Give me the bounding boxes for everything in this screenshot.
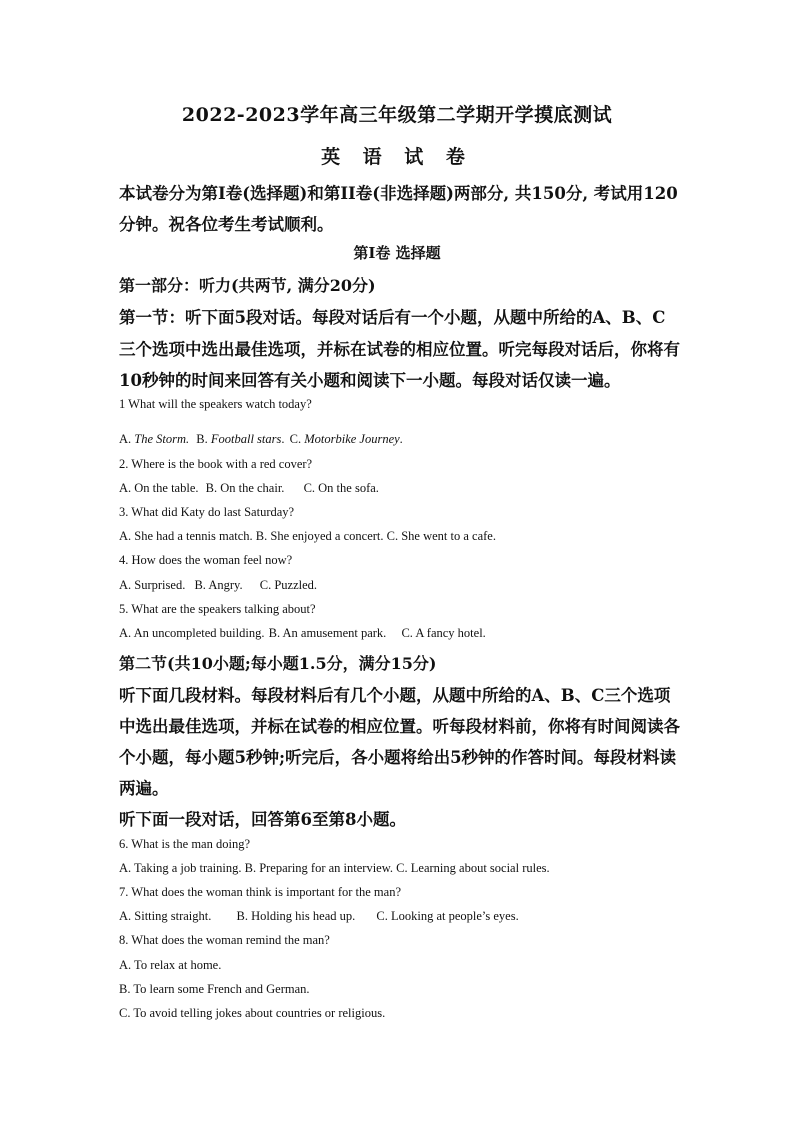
sec2-line-3: 个小题，每小题5秒钟;听完后，各小题将给出5秒钟的作答时间。每段材料读: [119, 748, 677, 767]
q1-option-c: Motorbike Journey: [304, 432, 400, 446]
q5-option-a: A. An uncompleted building.: [119, 626, 265, 640]
q4-option-c: C. Puzzled.: [259, 578, 318, 592]
exam-title: 2022-2023学年高三年级第二学期开学摸底测试: [181, 104, 613, 126]
q7-options: [119, 909, 519, 924]
q2-options: [119, 481, 379, 496]
sec1-line-1: 第一节：听下面5段对话。每段对话后有一个小题，从题中所给的A、B、C: [119, 308, 666, 327]
q5-option-b: B. An amusement park.: [268, 626, 387, 640]
q4-options: [119, 578, 317, 593]
q4-option-b: B. Angry.: [194, 578, 243, 592]
q1-options: A. The Storm. B. Football stars. C. Motorbike Journey.: [119, 432, 403, 446]
sec2-line-2: 中选出最佳选项，并标在试卷的相应位置。听每段材料前，你将有时间阅读各: [119, 717, 680, 736]
sec2-line-4: 两遍。: [119, 779, 169, 798]
q1-option-b-letter: B.: [196, 432, 211, 446]
q1-option-a-letter: A.: [119, 432, 135, 446]
q7-stem: 7. What does the woman think is important for the man?: [119, 885, 402, 899]
q5-stem: 5. What are the speakers talking about?: [119, 602, 316, 616]
q3-stem: 3. What did Katy do last Saturday?: [119, 505, 295, 519]
section-title: 第I卷 选择题: [353, 244, 441, 262]
q8-option-c: C. To avoid telling jokes about countries or religious.: [119, 1006, 386, 1020]
q7-option-c: C. Looking at people’s eyes.: [376, 909, 519, 923]
sec2-line-1: 听下面几段材料。每段材料后有几个小题，从题中所给的A、B、C三个选项: [119, 686, 671, 705]
sec1-line-2: 三个选项中选出最佳选项，并标在试卷的相应位置。听完每段对话后，你将有: [119, 340, 680, 359]
q2-stem: 2. Where is the book with a red cover?: [119, 457, 313, 471]
q6-stem: 6. What is the man doing?: [119, 837, 250, 851]
q1-stem: 1 What will the speakers watch today?: [119, 397, 312, 411]
q1-option-c-letter: C.: [289, 432, 305, 446]
q8-stem: 8. What does the woman remind the man?: [119, 933, 330, 947]
sec2-heading: 第二节(共10小题;每小题1.5分，满分15分): [119, 654, 437, 673]
sec2-instruction: 听下面一段对话，回答第6至第8小题。: [119, 810, 406, 829]
q8-option-b: B. To learn some French and German.: [119, 982, 310, 996]
intro-line-2: 分钟。祝各位考生考试顺利。: [119, 215, 334, 234]
q3-options: A. She had a tennis match. B. She enjoyed a concert. C. She went to a cafe.: [119, 529, 496, 543]
q7-option-b: B. Holding his head up.: [236, 909, 356, 923]
intro-line-1: 本试卷分为第I卷(选择题)和第II卷(非选择题)两部分, 共150分, 考试用120: [119, 184, 678, 203]
q7-option-a: A. Sitting straight.: [119, 909, 212, 923]
q5-option-c: C. A fancy hotel.: [401, 626, 486, 640]
part1-heading: 第一部分：听力(共两节, 满分20分): [119, 276, 376, 295]
q5-options: [119, 626, 486, 641]
q1-option-a: The Storm.: [134, 432, 190, 446]
q2-option-b: B. On the chair.: [205, 481, 285, 495]
q2-option-a: A. On the table.: [119, 481, 199, 495]
q1-option-b: Football stars: [210, 432, 282, 446]
q6-options: A. Taking a job training. B. Preparing for an interview. C. Learning about social rules.: [119, 861, 550, 875]
q8-option-a: A. To relax at home.: [119, 958, 222, 972]
exam-subtitle: 英 语 试 卷: [321, 146, 473, 168]
q2-option-c: C. On the sofa.: [303, 481, 379, 495]
q4-option-a: A. Surprised.: [119, 578, 186, 592]
q4-stem: 4. How does the woman feel now?: [119, 553, 293, 567]
sec1-line-3: 10秒钟的时间来回答有关小题和阅读下一小题。每段对话仅读一遍。: [119, 371, 621, 390]
